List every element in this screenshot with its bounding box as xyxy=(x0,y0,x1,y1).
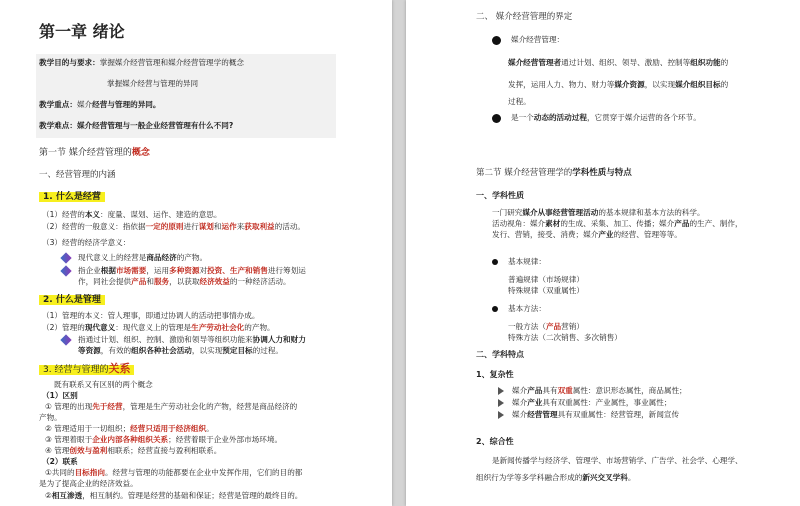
rel-diff-2: ② 管理适用于一切组织；经营只适用于经济组织。 xyxy=(45,424,214,433)
goal-line: 教学目的与要求：掌握媒介经营管理和媒介经营管理学的概念 xyxy=(39,58,245,67)
discipline-features-heading: 二、学科特点 xyxy=(476,350,524,359)
heading-what-is-operation: 1. 什么是经营 xyxy=(39,190,105,204)
method-2: 特殊方法（二次销售、多次销售） xyxy=(508,333,622,342)
rel-link-1-cont: 是为了提高企业的经济效益。 xyxy=(39,479,138,488)
rel-intro: 既有联系又有区别的两个概念 xyxy=(54,380,153,389)
right-page xyxy=(406,0,800,506)
diamond-bullet-icon xyxy=(60,334,71,345)
rel-diff-heading: （1）区别 xyxy=(42,391,78,400)
rel-diff-1-cont: 产物。 xyxy=(39,413,62,422)
arrow-bullet-icon xyxy=(498,411,504,419)
heading-what-is-management: 2. 什么是管理 xyxy=(39,293,105,307)
nature-line-1: 一门研究媒介从事经营管理活动的基本规律和基本方法的科学。 xyxy=(492,208,705,217)
nature-line-2: 活动视角：媒介素材的生成、采集、加工、传播；媒介产品的生产、制作， xyxy=(492,219,743,228)
arrow-bullet-icon xyxy=(498,387,504,395)
comprehensive-heading: 2、综合性 xyxy=(476,437,514,446)
bullet-icon xyxy=(492,259,498,265)
nature-line-3: 发行、营销，接受、消费；媒介产业的经营、管理等等。 xyxy=(492,230,682,239)
diamond-bullet-icon xyxy=(60,252,71,263)
rel-diff-3: ③ 管理着眼于企业内部各种组织关系；经营着眼于企业外部市场环境。 xyxy=(45,435,283,444)
key-points: 教学重点：媒介经营与管理的异同。 xyxy=(39,100,161,109)
op-bullet-2: 指企业根据市场需要，运用多种资源对投资、生产和销售进行筹划运 xyxy=(62,266,306,276)
comprehensive-line-1: 是新闻传播学与经济学、管理学、市场营销学、广告学、社会学、心理学、 xyxy=(492,456,743,465)
law-2: 特殊规律（双重属性） xyxy=(508,286,584,295)
discipline-nature-heading: 一、学科性质 xyxy=(476,191,524,200)
rel-link-heading: （2）联系 xyxy=(42,457,78,466)
op-line-3: （3）经营的经济学意义： xyxy=(42,238,131,247)
process-bullet: 是一个动态的活动过程，它贯穿于媒介运营的各个环节。 xyxy=(492,113,701,123)
method-1: 一般方法（产品营销） xyxy=(508,322,584,331)
rel-diff-4: ④ 管理创效与盈利相联系；经营直接与盈利相联系。 xyxy=(45,446,222,455)
comprehensive-line-2: 组织行为学等多学科融合形成的新兴交叉学科。 xyxy=(476,473,636,482)
subsection-1: 一、经营管理的内涵 xyxy=(39,170,116,180)
complexity-heading: 1、复杂性 xyxy=(476,370,514,379)
mg-line-2: （2）管理的现代意义：现代意义上的管理是生产劳动社会化的产物。 xyxy=(42,323,275,332)
op-line-1: （1）经营的本义：度量、谋划、运作、建造的意思。 xyxy=(42,210,222,219)
complexity-2: 媒介产业具有双重属性：产业属性，事业属性； xyxy=(498,398,671,408)
rel-diff-1: ① 管理的出现先于经营，管理是生产劳动社会化的产物，经营是商品经济的 xyxy=(45,402,298,411)
subsection-2: 二、 媒介经营管理的界定 xyxy=(476,12,573,22)
chapter-title: 第一章 绪论 xyxy=(39,22,125,41)
rel-link-1: ①共同的目标指向。经营与管理的功能都要在企业中发挥作用，它们的目的都 xyxy=(45,468,303,477)
left-page xyxy=(0,0,392,506)
bullet-icon xyxy=(492,306,498,312)
bullet-icon xyxy=(492,36,501,45)
complexity-3: 媒介经营管理具有双重属性：经营管理，新闻宣传 xyxy=(498,410,679,420)
mg-line-1: （1）管理的本义：管人理事，即通过协调人的活动把事情办成。 xyxy=(42,311,260,320)
rel-link-2: ②相互渗透，相互制约。管理是经营的基础和保证；经营是管理的最终目的。 xyxy=(45,491,303,500)
law-1: 普遍规律（市场规律） xyxy=(508,275,584,284)
definition-line-1: 媒介经营管理者通过计划、组织、领导、激励、控制等组织功能的 xyxy=(508,58,729,67)
definition-bullet: 媒介经营管理： xyxy=(492,35,564,45)
op-bullet-2-cont: 作，同社会提供产品和服务，以获取经济效益的一种经济活动。 xyxy=(78,277,291,286)
definition-line-2: 发挥，运用人力、物力、财力等媒介资源，以实现媒介组织目标的 xyxy=(508,80,729,89)
complexity-1: 媒介产品具有双重属性：意识形态属性，商品属性； xyxy=(498,386,687,396)
op-bullet-1: 现代意义上的经营是商品经济的产物。 xyxy=(62,253,207,263)
heading-relationship: 3. 经营与管理的关系 xyxy=(39,362,134,377)
mg-bullet: 指通过计划、组织、控制、激励和领导等组织功能来协调人力和财力 xyxy=(62,335,306,345)
op-line-2: （2）经营的一般意义：指依据一定的原则进行谋划和运作来获取利益的活动。 xyxy=(42,222,306,231)
arrow-bullet-icon xyxy=(498,399,504,407)
bullet-icon xyxy=(492,114,501,123)
diamond-bullet-icon xyxy=(60,265,71,276)
mg-bullet-cont: 等资源，有效的组织各种社会活动，以实现预定目标的过程。 xyxy=(78,346,284,355)
difficult-points: 教学难点：媒介经营管理与一般企业经营管理有什么不同? xyxy=(39,121,234,130)
definition-line-3: 过程。 xyxy=(508,97,531,106)
basic-methods: 基本方法： xyxy=(492,304,546,314)
section-1-title: 第一节 媒介经营管理的概念 xyxy=(39,148,150,158)
section-2-title: 第二节 媒介经营管理学的学科性质与特点 xyxy=(476,168,632,178)
basic-laws: 基本规律： xyxy=(492,257,546,267)
goal-line-2: 掌握媒介经营与管理的异同 xyxy=(107,79,199,88)
